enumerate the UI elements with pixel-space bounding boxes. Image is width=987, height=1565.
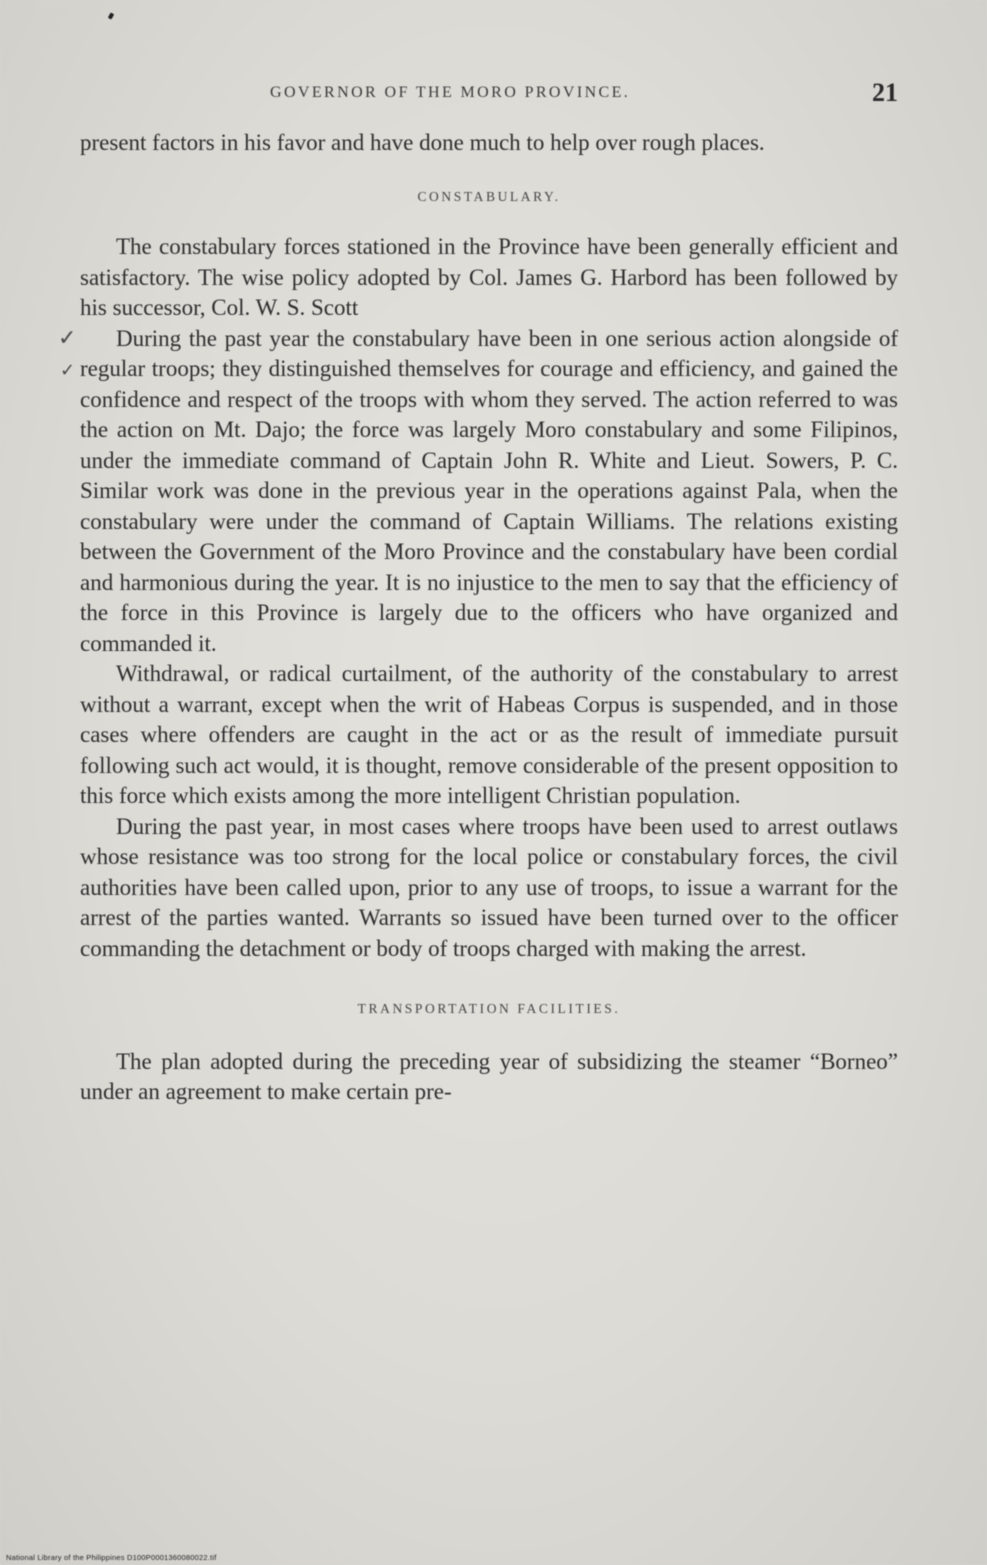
paragraph: The plan adopted during the preceding year of subsidizing the steamer “Borneo” under an agreement to make certain pre- bbox=[80, 1048, 898, 1104]
handwritten-check-mark: ✓ bbox=[58, 326, 77, 351]
running-title: GOVERNOR OF THE MORO PROVINCE. bbox=[270, 84, 631, 101]
paragraph: During the past year the constabulary have been in one serious action alongside of regular troops; they distinguished themselves for courage and efficiency, and gained the confidence and respect of the troops with whom they served. The action referred to was the action on Mt. Dajo; the force was largely Moro constabulary and some Filipinos, under the immediate command of Captain John R. White and Lieut. Sowers, P. C. Similar work was done in the previous year in the operations against Pala, when the constabulary were under the command of Captain Williams. The relations existing between the Government of the Moro Province and the constabulary have been cordial and harmonious during the year. It is no injustice to the men to say that the efficiency of the force in this Province is largely due to the officers who have organized and commanded it. bbox=[80, 325, 898, 656]
paragraph: Withdrawal, or radical curtailment, of the authority of the constabulary to arrest without a warrant, except when the writ of Habeas Corpus is suspended, and in those cases where offenders are caught in the act or as the result of immediate pursuit following such act would, it is thought, remove considerable of the present opposition to this force which exists among the more intelligent Christian population. bbox=[80, 661, 898, 808]
paragraph: The constabulary forces stationed in the Province have been generally efficient and satisfactory. The wise policy adopted by Col. James G. Harbord has been followed by his successor, Col. W. S. Scott bbox=[80, 234, 898, 320]
page-number: 21 bbox=[872, 78, 898, 107]
paragraph: present factors in his favor and have done much to help over rough places. bbox=[80, 130, 765, 155]
scan-source-footer: National Library of the Philippines D100P0001360080022.tif bbox=[6, 1553, 217, 1562]
running-head bbox=[80, 78, 898, 114]
ink-speck bbox=[108, 12, 114, 19]
section-heading-transportation: TRANSPORTATION FACILITIES. bbox=[357, 1001, 621, 1016]
section-heading-constabulary: CONSTABULARY. bbox=[417, 188, 561, 204]
page-body bbox=[80, 128, 898, 1108]
paragraph: During the past year, in most cases where troops have been used to arrest outlaws whose resistance was too strong for the local police or constabulary forces, the civil authorities have been called upon, prior to any use of troops, to issue a warrant for the arrest of the parties wanted. Warrants so issued have been turned over to the officer commanding the detachment or body of troops charged with making the arrest. bbox=[80, 813, 898, 961]
handwritten-check-mark: ✓ bbox=[60, 360, 76, 381]
